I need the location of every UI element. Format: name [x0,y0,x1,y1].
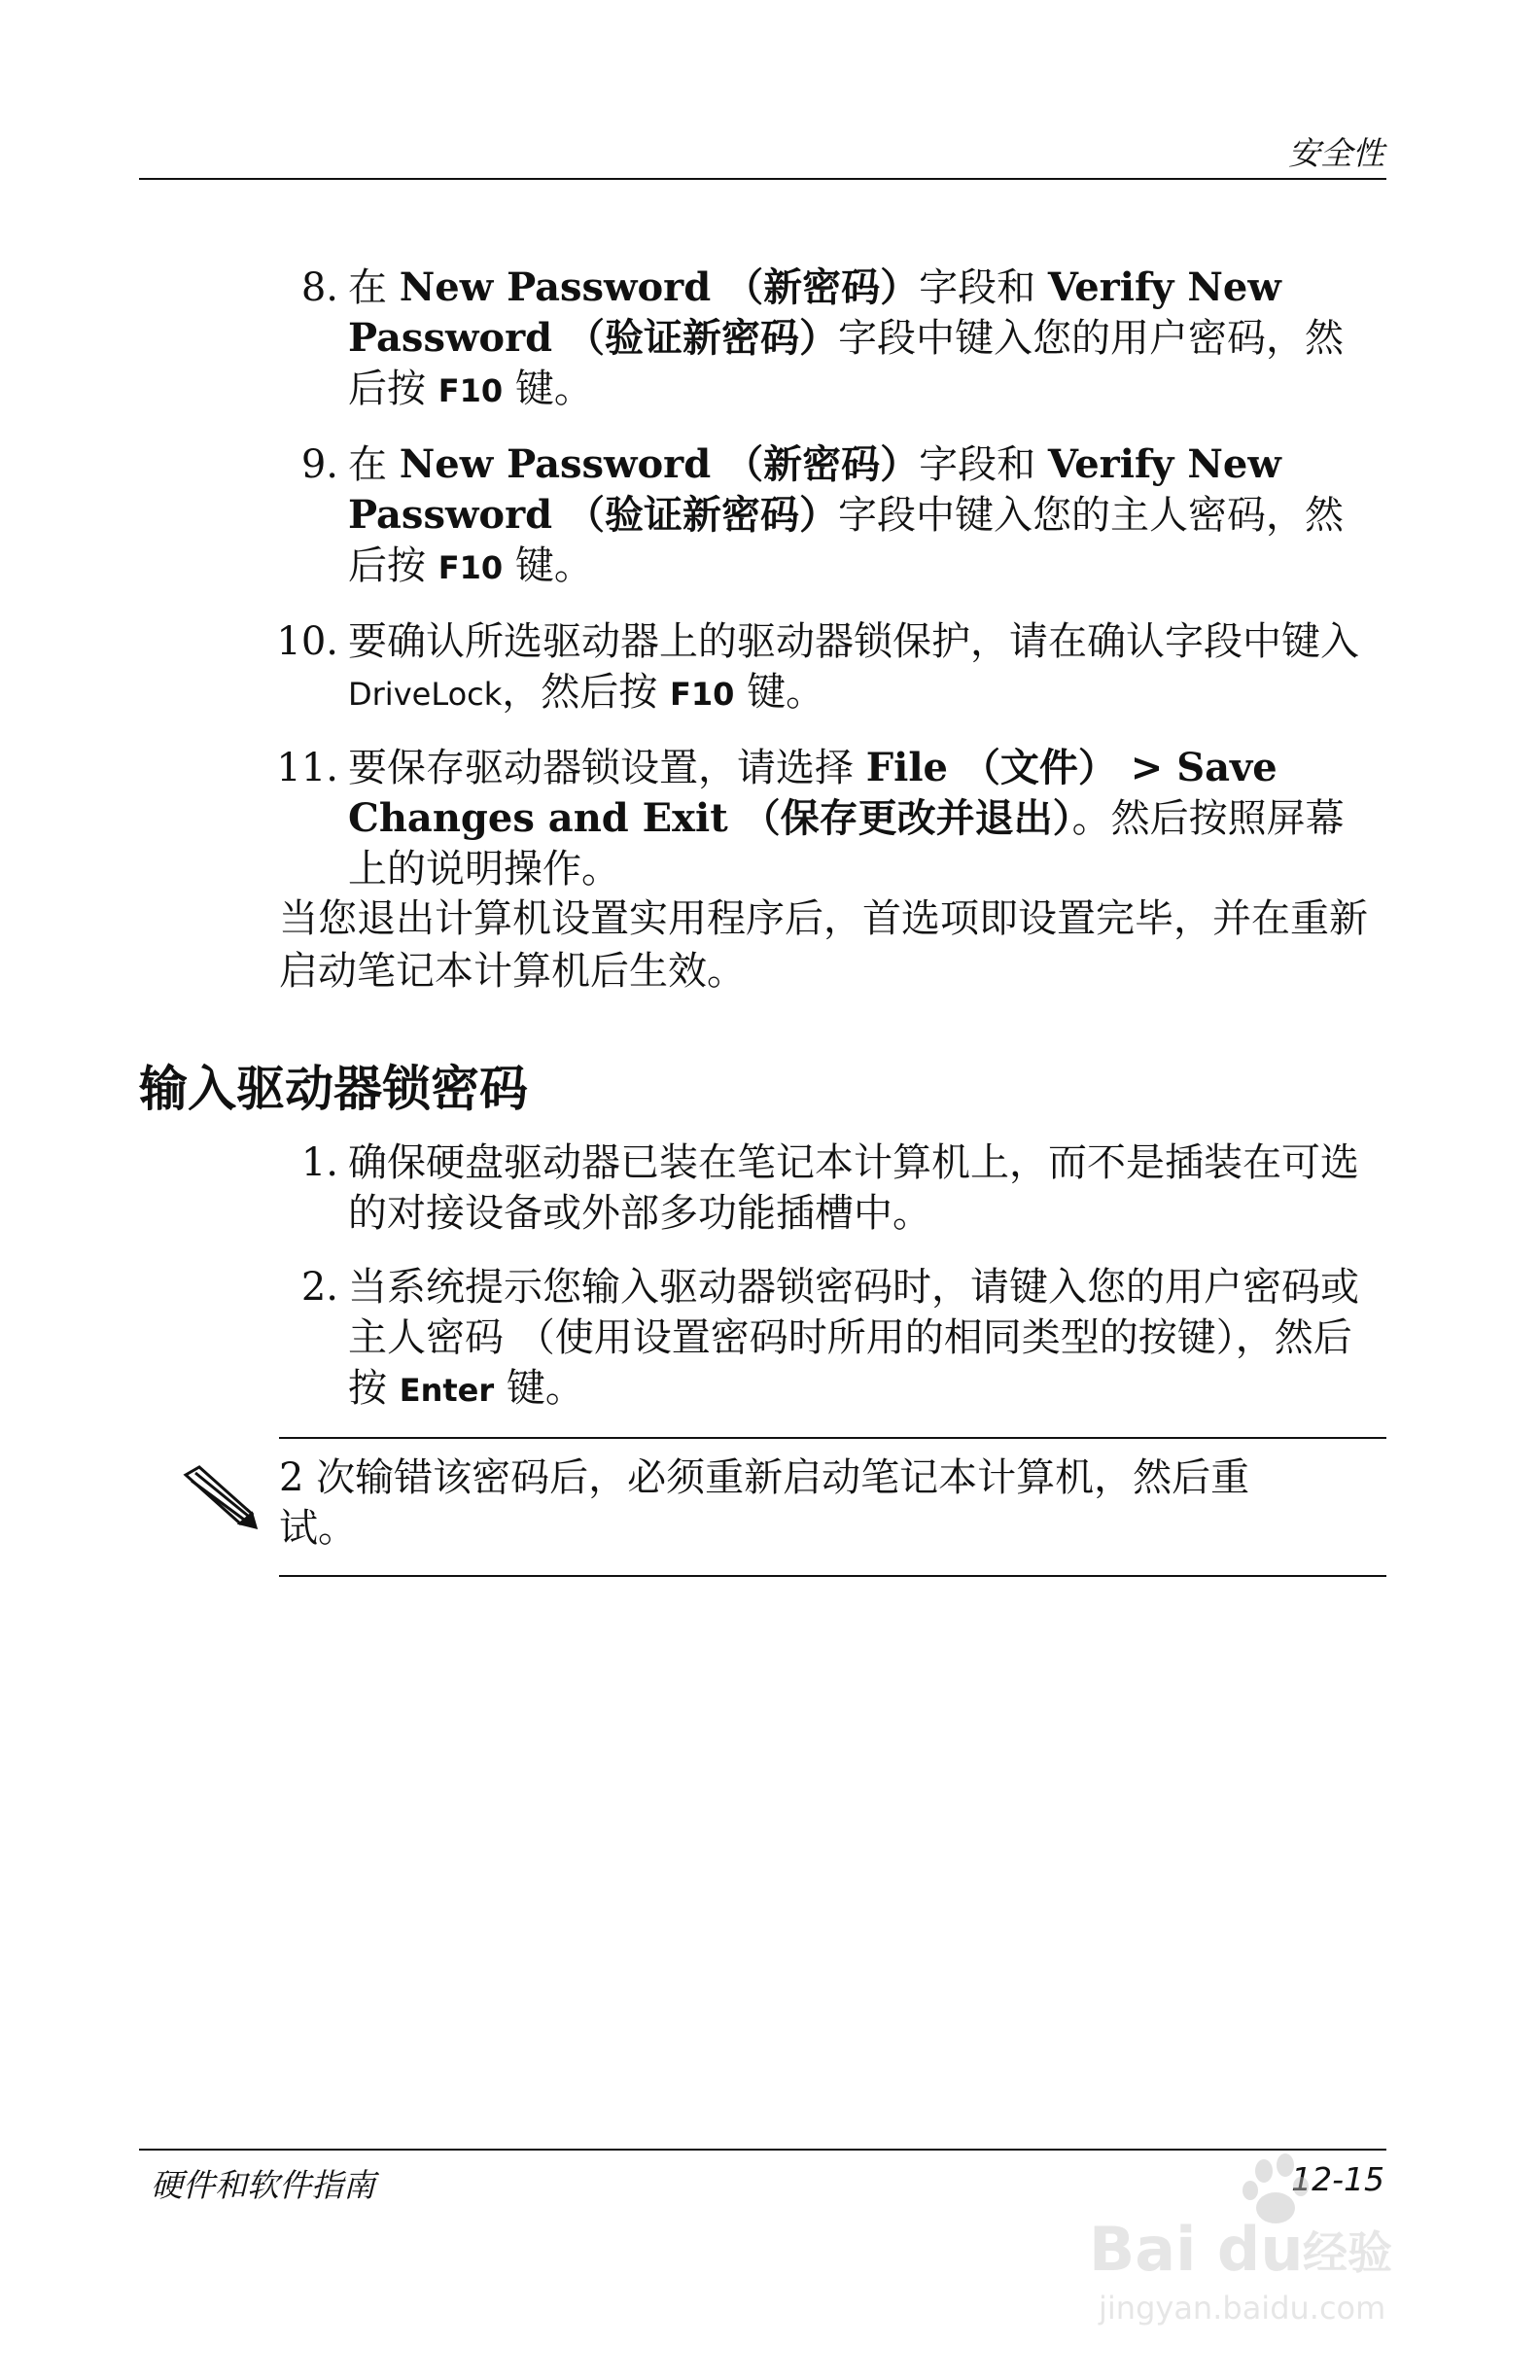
step-text: 键。 [494,1366,584,1411]
step-text: 要保存驱动器锁设置，请选择 [348,746,866,790]
step-number: 11. [276,746,338,790]
footer-book-title: 硬件和软件指南 [151,2166,375,2204]
step-item [272,743,1381,894]
step-number: 10. [276,619,338,664]
svg-text:jingyan.baidu.com: jingyan.baidu.com [1099,2290,1386,2327]
field-value: DriveLock [348,676,503,713]
step-item [272,439,1381,593]
step-item [272,1262,1381,1416]
step-text: 。然后按照屏幕上的说明操作。 [348,796,1345,892]
section-heading: 输入驱动器锁密码 [139,1061,528,1117]
step-text: 在 [348,265,400,310]
step-text: 字段中键入您的用户密码，然后按 [348,316,1345,411]
key-name: F10 [438,372,504,409]
steps-list-a [272,262,1381,918]
step-number: 2. [300,1265,338,1310]
step-bold-term: New Password （新密码） [399,264,920,310]
note-box [279,1437,1386,1577]
baidu-watermark-logo [1069,2144,1439,2338]
step-text: 字段和 [919,265,1048,310]
step-number: 1. [300,1140,338,1185]
step-text: 键。 [503,543,593,588]
step-number: 8. [300,265,338,310]
key-name: F10 [438,549,504,586]
step-bold-term: Verify New Password （验证新密码） [348,441,1281,538]
step-item [272,1138,1381,1239]
pencil-note-icon [180,1463,258,1531]
step-text: 确保硬盘驱动器已装在笔记本计算机上，而不是插装在可选的对接设备或外部多功能插槽中。 [348,1140,1359,1236]
step-item [272,616,1381,719]
header-rule [139,178,1386,180]
step-text: 在 [348,442,400,487]
step-item [272,262,1381,416]
step-bold-term: Verify New Password （验证新密码） [348,264,1281,361]
step-text: 要确认所选驱动器上的驱动器锁保护，请在确认字段中键入 [348,619,1359,664]
page-number: 12-15 [1291,2160,1384,2198]
key-name: Enter [399,1372,495,1409]
step-bold-term: File （文件） > Save Changes and Exit （保存更改并退出） [348,745,1278,841]
note-text: 2 次输错该密码后，必须重新启动笔记本计算机，然后重试。 [279,1455,1250,1551]
step-bold-term: New Password （新密码） [399,441,920,487]
step-text: 字段中键入您的主人密码，然后按 [348,493,1345,588]
steps-list-b [272,1138,1381,1439]
step-text: 键。 [503,367,593,411]
step-text: 当系统提示您输入驱动器锁密码时，请键入您的用户密码或主人密码 （使用设置密码时所用的相同类型的按键），然后按 [348,1265,1359,1411]
running-header: 安全性 [1288,134,1384,172]
key-name: F10 [670,676,735,713]
svg-text:Bai du: Bai du [1089,2214,1304,2285]
step-text: ，然后按 [502,670,670,715]
body-paragraph: 当您退出计算机设置实用程序后，首选项即设置完毕，并在重新启动笔记本计算机后生效。 [279,896,1368,994]
step-text: 字段和 [919,442,1048,487]
step-number: 9. [300,442,338,487]
svg-text:经验: 经验 [1303,2226,1392,2279]
step-text: 键。 [734,670,825,715]
